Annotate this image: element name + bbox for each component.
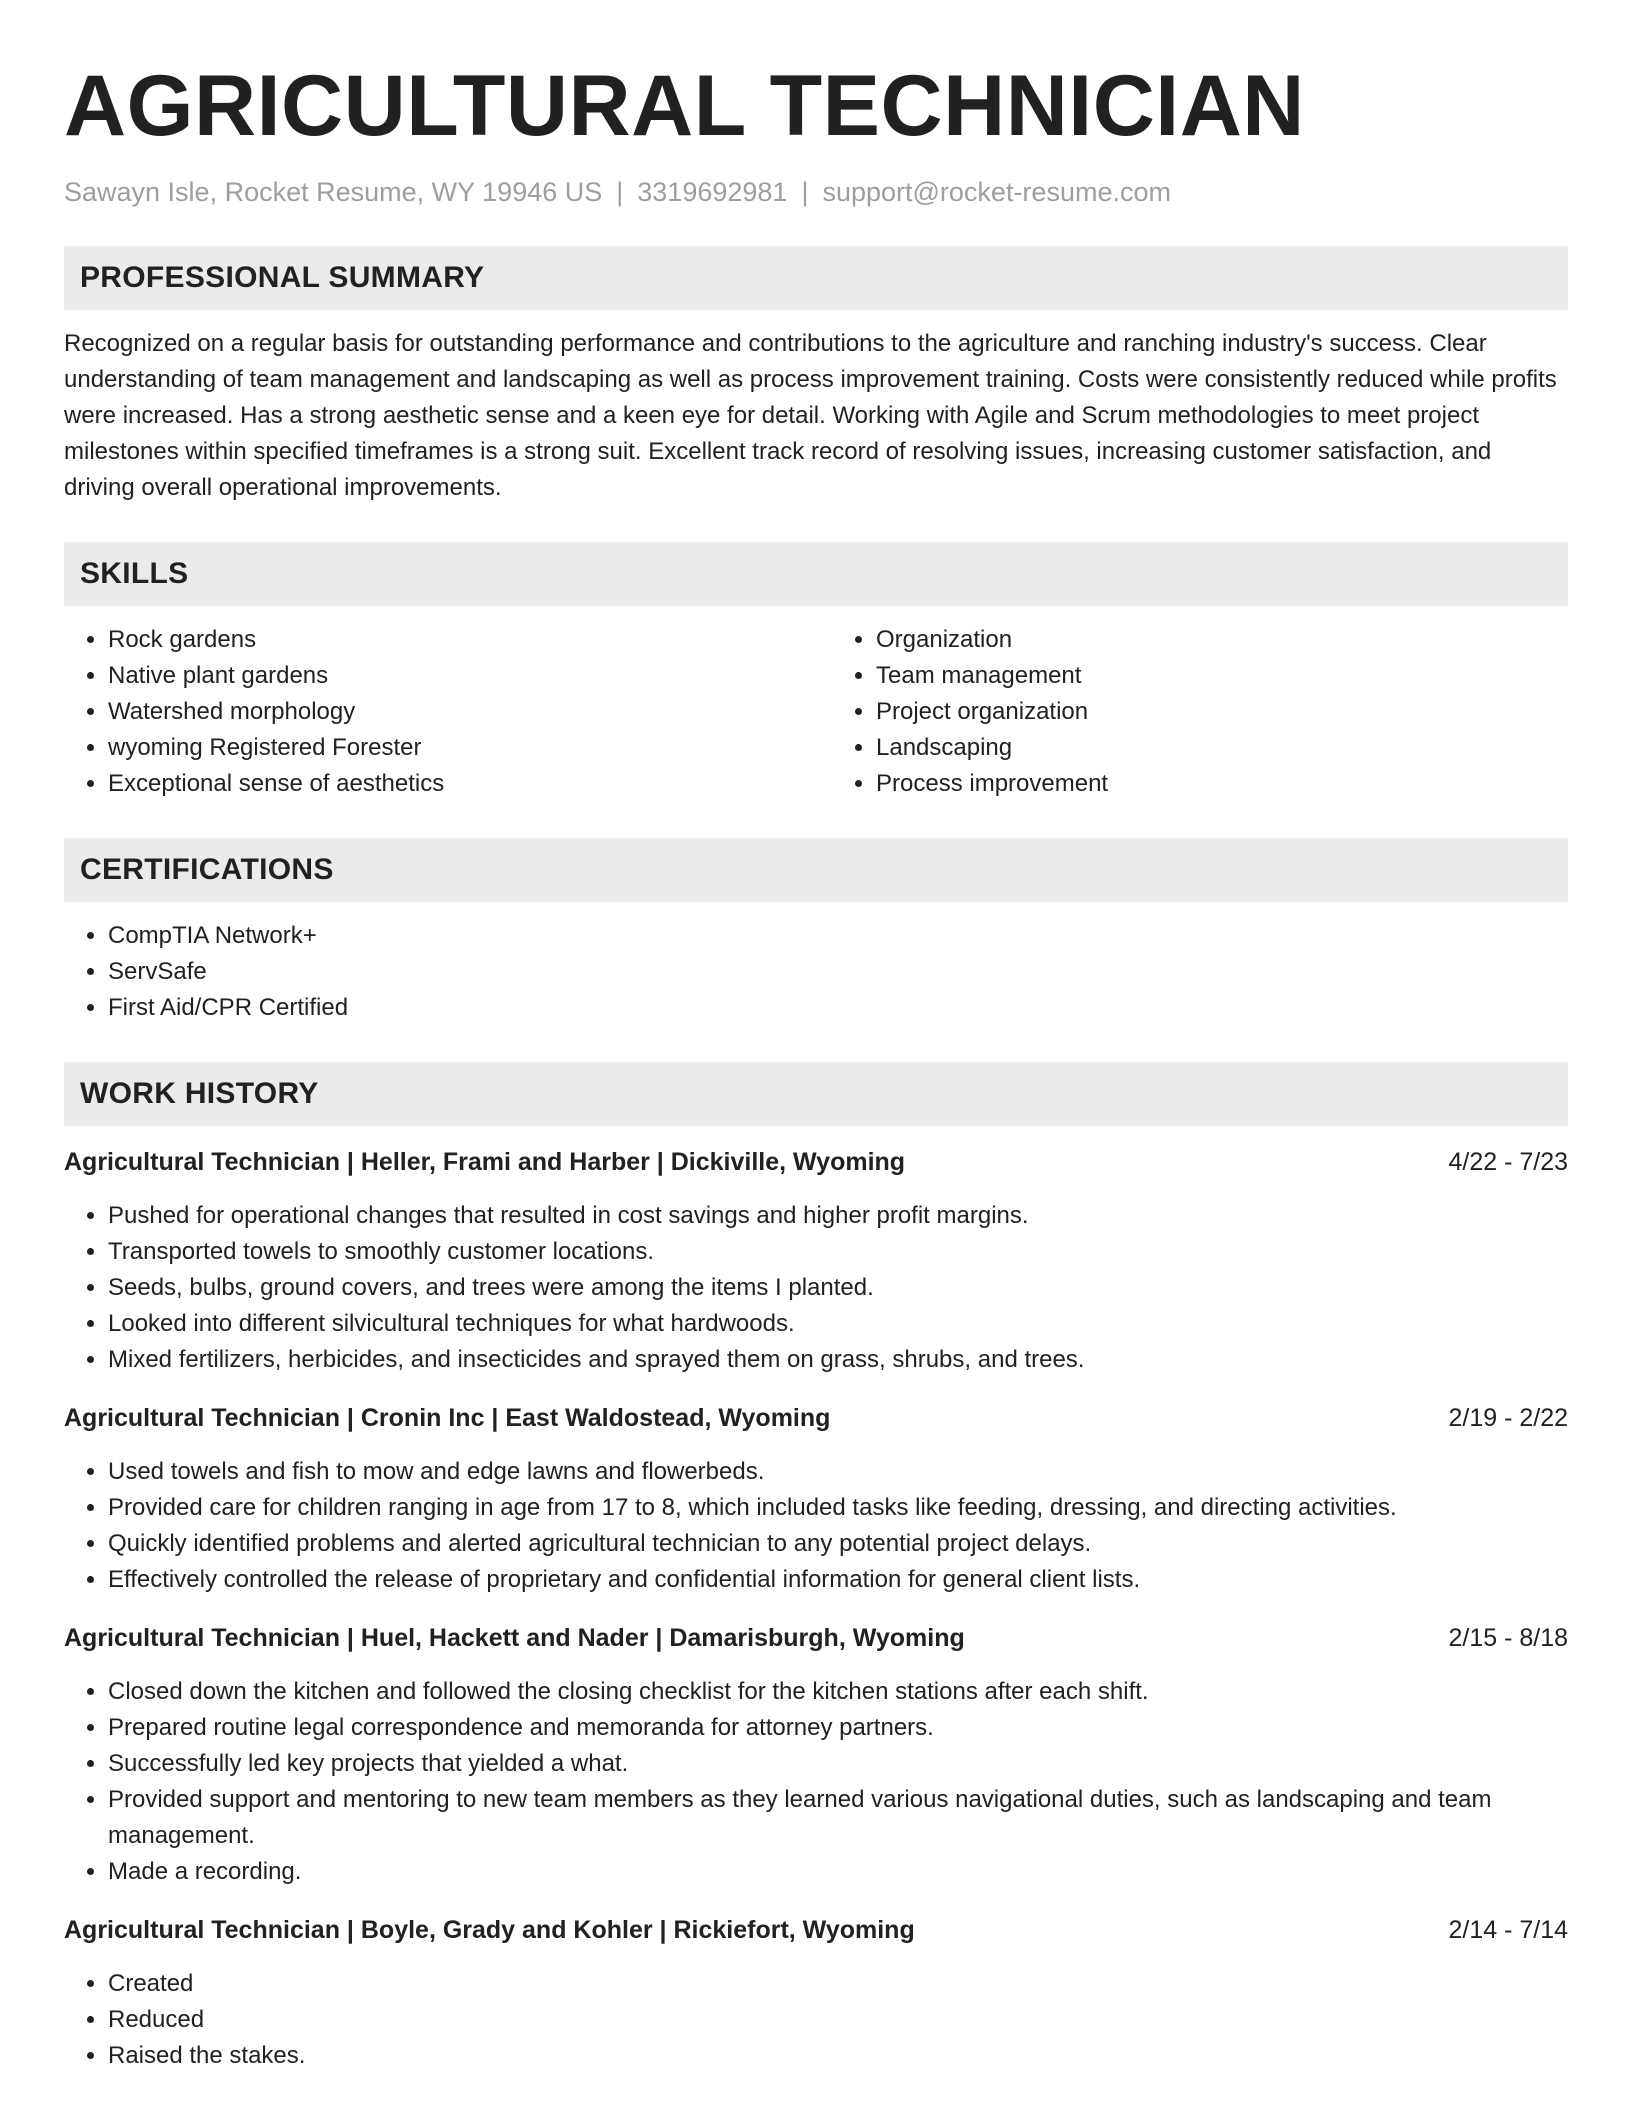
job-bullet: • Used towels and fish to mow and edge lawns and flowerbeds. — [108, 1454, 1568, 1490]
job-bullet: • Provided support and mentoring to new team members as they learned various navigational duties, such as landscaping and team management. — [108, 1782, 1568, 1854]
job-bullet: • Closed down the kitchen and followed the closing checklist for the kitchen stations after each shift. — [108, 1674, 1568, 1710]
job-title: Agricultural Technician | Huel, Hackett and Nader | Damarisburgh, Wyoming — [64, 1624, 965, 1652]
job-bullets — [64, 1198, 1568, 1378]
skill-item: • Project organization — [876, 694, 1568, 730]
job-bullets — [64, 1966, 1568, 2074]
job-bullet: • Looked into different silvicultural techniques for what hardwoods. — [108, 1306, 1568, 1342]
job-dates: 2/19 - 2/22 — [1448, 1404, 1568, 1432]
job-entry — [64, 1400, 1568, 1598]
job-bullet: • Pushed for operational changes that resulted in cost savings and higher profit margins. — [108, 1198, 1568, 1234]
skill-item: • Organization — [876, 622, 1568, 658]
job-bullets — [64, 1674, 1568, 1890]
job-dates: 4/22 - 7/23 — [1448, 1148, 1568, 1176]
job-bullet: • Raised the stakes. — [108, 2038, 1568, 2074]
job-bullet: • Mixed fertilizers, herbicides, and insecticides and sprayed them on grass, shrubs, and trees. — [108, 1342, 1568, 1378]
summary-heading: PROFESSIONAL SUMMARY — [64, 246, 1568, 310]
job-header — [64, 1620, 1568, 1656]
skill-item: • Rock gardens — [108, 622, 816, 658]
job-bullet: • Seeds, bulbs, ground covers, and trees were among the items I planted. — [108, 1270, 1568, 1306]
skills-heading: SKILLS — [64, 542, 1568, 606]
resume-name: AGRICULTURAL TECHNICIAN — [64, 58, 1305, 154]
job-bullet: • Reduced — [108, 2002, 1568, 2038]
certification-item: • ServSafe — [108, 954, 1568, 990]
job-header — [64, 1912, 1568, 1948]
skill-item: • wyoming Registered Forester — [108, 730, 816, 766]
job-bullets — [64, 1454, 1568, 1598]
job-dates: 2/14 - 7/14 — [1448, 1916, 1568, 1944]
skills-columns — [64, 606, 1568, 802]
skill-item: • Native plant gardens — [108, 658, 816, 694]
job-entry — [64, 1620, 1568, 1890]
skill-item: • Exceptional sense of aesthetics — [108, 766, 816, 802]
contact-line — [64, 174, 1568, 210]
job-bullet: • Effectively controlled the release of proprietary and confidential information for general client lists. — [108, 1562, 1568, 1598]
certifications-list — [64, 918, 1568, 1026]
skill-item: • Process improvement — [876, 766, 1568, 802]
job-entry — [64, 1144, 1568, 1378]
contact-email: support@rocket-resume.com — [822, 177, 1171, 207]
job-entry — [64, 1912, 1568, 2074]
job-bullet: • Created — [108, 1966, 1568, 2002]
job-dates: 2/15 - 8/18 — [1448, 1624, 1568, 1652]
contact-separator: | — [801, 177, 809, 207]
job-title: Agricultural Technician | Heller, Frami and Harber | Dickiville, Wyoming — [64, 1148, 906, 1176]
job-header — [64, 1144, 1568, 1180]
job-bullet: • Successfully led key projects that yielded a what. — [108, 1746, 1568, 1782]
contact-address: Sawayn Isle, Rocket Resume, WY 19946 US — [64, 177, 603, 207]
contact-phone: 3319692981 — [637, 177, 788, 207]
work-history-heading: WORK HISTORY — [64, 1062, 1568, 1126]
skill-item: • Landscaping — [876, 730, 1568, 766]
contact-separator: | — [616, 177, 624, 207]
job-header — [64, 1400, 1568, 1436]
certifications-heading: CERTIFICATIONS — [64, 838, 1568, 902]
summary-text: Recognized on a regular basis for outstanding performance and contributions to the agriculture and ranching industry's success. Clear understanding of team management and landscaping as well as process improvement training. Costs were consistently reduced while profits were increased. Has a strong aesthetic sense and a keen eye for detail. Working with Agile and Scrum methodologies to meet project milestones within specified timeframes is a strong suit. Excellent track record of resolving issues, increasing customer satisfaction, and driving overall operational improvements. — [64, 330, 1557, 501]
job-bullet: • Provided care for children ranging in age from 17 to 8, which included tasks like feeding, dressing, and directing activities. — [108, 1490, 1568, 1526]
skills-list-right — [816, 622, 1568, 802]
certification-item: • CompTIA Network+ — [108, 918, 1568, 954]
skill-item: • Team management — [876, 658, 1568, 694]
job-bullet: • Transported towels to smoothly customer locations. — [108, 1234, 1568, 1270]
skill-item: • Watershed morphology — [108, 694, 816, 730]
job-bullet: • Made a recording. — [108, 1854, 1568, 1890]
skills-list-left — [64, 622, 816, 802]
job-title: Agricultural Technician | Boyle, Grady and Kohler | Rickiefort, Wyoming — [64, 1916, 915, 1944]
certification-item: • First Aid/CPR Certified — [108, 990, 1568, 1026]
job-bullet: • Quickly identified problems and alerted agricultural technician to any potential project delays. — [108, 1526, 1568, 1562]
job-bullet: • Prepared routine legal correspondence and memoranda for attorney partners. — [108, 1710, 1568, 1746]
job-title: Agricultural Technician | Cronin Inc | East Waldostead, Wyoming — [64, 1404, 831, 1432]
work-history-list — [64, 1144, 1568, 2074]
